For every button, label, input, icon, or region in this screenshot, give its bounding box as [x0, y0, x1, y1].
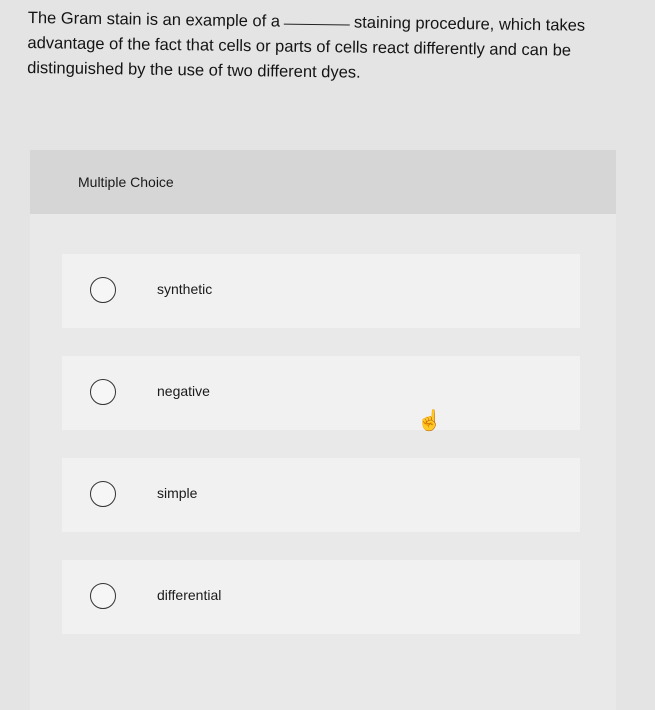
panel-header [30, 150, 616, 214]
option-label: synthetic [157, 281, 213, 297]
option-synthetic[interactable] [62, 254, 580, 328]
option-negative[interactable] [62, 356, 580, 430]
radio-button[interactable] [90, 379, 116, 405]
option-label: simple [157, 485, 198, 501]
option-label: negative [157, 383, 210, 399]
question-part-2: staining procedure, which takes advantage of the fact that cells or parts of cells react differently and can be distinguished by the use of two different dyes. [27, 13, 586, 82]
radio-button[interactable] [90, 277, 116, 303]
question-part-1: The Gram stain is an example of a [27, 8, 281, 31]
radio-button[interactable] [90, 583, 116, 609]
radio-button[interactable] [90, 481, 116, 507]
option-differential[interactable] [62, 560, 580, 634]
multiple-choice-panel [30, 150, 616, 710]
hand-pointer-cursor-icon: ☝ [417, 410, 442, 432]
option-simple[interactable] [62, 458, 580, 532]
question-text [27, 6, 628, 89]
answer-blank [284, 14, 350, 26]
panel-title: Multiple Choice [78, 174, 174, 190]
option-label: differential [157, 587, 222, 603]
